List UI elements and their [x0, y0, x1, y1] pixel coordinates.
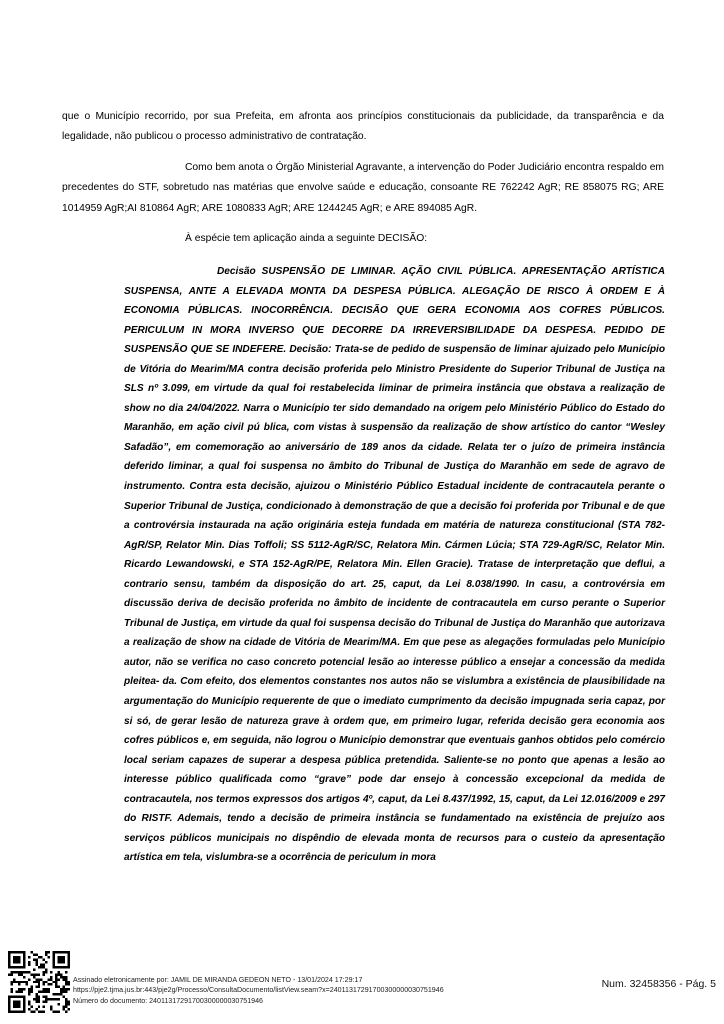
paragraph-3: À espécie tem aplicação ainda a seguinte DECISÃO:: [185, 233, 428, 244]
signature-footer: [73, 975, 444, 1006]
qr-code-icon: [8, 951, 70, 1013]
page-number: Num. 32458356 - Pág. 5: [601, 978, 716, 990]
document-number: Número do documento: 24011317291700300000030751946: [73, 996, 263, 1005]
quoted-decision-text: Decisão SUSPENSÃO DE LIMINAR. AÇÃO CIVIL PÚBLICA. APRESENTAÇÃO ARTÍSTICA SUSPENSA, ANTE A ELEVADA MONTA DA DESPESA PÚBLICA. ALEGAÇÃO DE RISCO À ORDEM E À ECONOMIA PÚBLICAS. INOCORRÊNCIA. DECISÃO QUE GERA ECONOMIA AOS COFRES PÚBLICOS. PERICULUM IN MORA INVERSO QUE DECORRE DA IRREVERSIBILIDADE DA DESPESA. PEDIDO DE SUSPENSÃO QUE SE INDEFERE. Decisão: Trata-se de pedido de suspensão de liminar ajuizado pelo Município de Vitória do Mearim/MA contra decisão proferida pelo Ministro Presidente do Superior Tribunal de Justiça na SLS nº 3.099, em virtude da qual foi restabelecida liminar de primeira instância que obstava a realização de show no dia 24/04/2022. Narra o Município ter sido demandado na origem pelo Ministério Público do Estado do Maranhão, em ação civil pú blica, com vistas à suspensão da realização de show artístico do cantor “Wesley Safadão”, em comemoração ao aniversário de 189 anos da cidade. Relata ter o juízo de primeira instância deferido liminar, a qual foi suspensa no âmbito do Tribunal de Justiça do Maranhão em sede de agravo de instrumento. Contra esta decisão, ajuizou o Ministério Público Estadual incidente de contracautela perante o Superior Tribunal de Justiça, condicionado à demonstração de que a decisão foi proferida por Tribunal e de que a controvérsia instaurada na ação originária esteja fundada em matéria de natureza constitucional (STA 782-AgR/SP, Relator Min. Dias Toffoli; SS 5112-AgR/SC, Relatora Min. Cármen Lúcia; STA 729-AgR/SC, Relator Min. Ricardo Lewandowski, e STA 152-AgR/PE, Relatora Min. Ellen Gracie). Tratase de interpretação que deflui, a contrario sensu, também da disposição do art. 25, caput, da Lei 8.038/1990. In casu, a controvérsia em discussão deriva de decisão proferida no âmbito de incidente de contracautela em curso perante o Superior Tribunal de Justiça, em virtude da qual foi suspensa decisão do Tribunal de Justiça do Maranhão que autorizava a realização de show na cidade de Vitória de Mearim/MA. Em que pese as alegações formuladas pelo Município autor, não se verifica no caso concreto potencial lesão ao interesse público a ensejar a concessão da medida pleitea- da. Com efeito, dos elementos constantes nos autos não se vislumbra a existência de plausibilidade na argumentação do Município requerente de que o imediato cumprimento da decisão impugnada seria capaz, por si só, de gerar lesão de natureza grave à ordem que, em primeiro lugar, referida decisão gera economia aos cofres públicos e, em seguida, não logrou o Município demonstrar que eventuais ganhos obtidos pelo comércio local seriam capazes de superar a despesa pública pretendida. Saliente-se no ponto que apenas a lesão ao interesse público qualificada como “grave” pode dar ensejo à concessão excepcional da medida de contracautela, nos termos expressos dos artigos 4º, caput, da Lei 8.437/1992, 15, caput, da Lei 12.016/2009 e 297 do RISTF. Ademais, tendo a decisão de primeira instância se fundamentado na existência de prejuízo aos serviços públicos municipais no dispêndio de elevada monta de recursos para o custeio da apresentação artística em tela, vislumbra-se a ocorrência de periculum in mora: [124, 266, 665, 864]
paragraph-2: Como bem anota o Órgão Ministerial Agravante, a intervenção do Poder Judiciário encontra respaldo em precedentes do STF, sobretudo nas matérias que envolve saúde e educação, consoante RE 762242 AgR; RE 858075 RG; ARE 1014959 AgR;AI 810864 AgR; ARE 1080833 AgR; ARE 1244245 AgR; e ARE 894085 AgR.: [62, 162, 664, 214]
signature-line: Assinado eletronicamente por: JAMIL DE MIRANDA GEDEON NETO - 13/01/2024 17:29:17: [73, 976, 363, 984]
paragraph-1: que o Município recorrido, por sua Prefeita, em afronta aos princípios constitucionais da publicidade, da transparência e da legalidade, não publicou o processo administrativo de contratação.: [62, 111, 664, 143]
quoted-decision: [124, 262, 665, 868]
document-url[interactable]: https://pje2.tjma.jus.br:443/pje2g/Processo/ConsultaDocumento/listView.seam?x=24011317291700300000030751946: [73, 986, 444, 995]
